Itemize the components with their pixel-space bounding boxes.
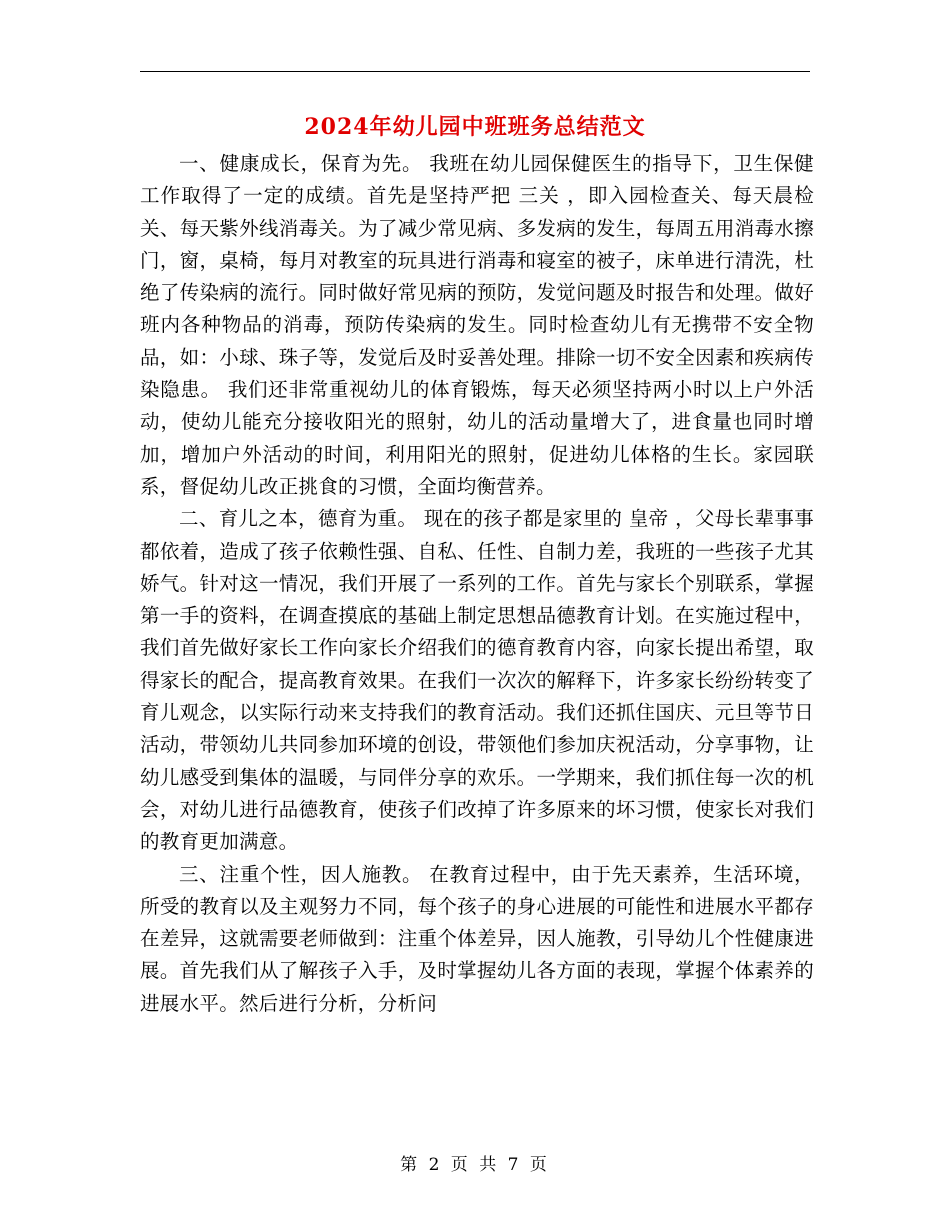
paragraph-health: 一、健康成长，保育为先。 我班在幼儿园保健医生的指导下，卫生保健工作取得了一定的成绩。首先是坚持严把 三关 ，即入园检查关、每天晨检关、每天紫外线消毒关。为了减少常见病、多发病的发生，每周五用消毒水擦门，窗，桌椅，每月对教室的玩具进行消毒和寝室的被子，床单进行清洗，杜绝了传染病的流行。同时做好常见病的预防，发觉问题及时报告和处理。做好班内各种物品的消毒，预防传染病的发生。同时检查幼儿有无携带不安全物品，如：小球、珠子等，发觉后及时妥善处理。排除一切不安全因素和疾病传染隐患。 我们还非常重视幼儿的体育锻炼，每天必须坚持两小时以上户外活动，使幼儿能充分接收阳光的照射，幼儿的活动量增大了，进食量也同时增加，增加户外活动的时间，利用阳光的照射，促进幼儿体格的生长。家园联系，督促幼儿改正挑食的习惯，全面均衡营养。 [140, 152, 814, 498]
document-title: 2024年幼儿园中班班务总结范文 [304, 114, 646, 140]
paragraph-individual-teaching: 三、注重个性，因人施教。 在教育过程中，由于先天素养，生活环境，所受的教育以及主观努力不同，每个孩子的身心进展的可能性和进展水平都存在差异，这就需要老师做到：注重个体差异，因人施教，引导幼儿个性健康进展。首先我们从了解孩子入手，及时掌握幼儿各方面的表现，掌握个体素养的进展水平。然后进行分析，分析问 [140, 862, 814, 1015]
paragraph-moral-education: 二、育儿之本，德育为重。 现在的孩子都是家里的 皇帝 ，父母长辈事事都依着，造成了孩子依赖性强、自私、任性、自制力差，我班的一些孩子尤其娇气。针对这一情况，我们开展了一系列的工作。首先与家长个别联系，掌握第一手的资料，在调查摸底的基础上制定思想品德教育计划。在实施过程中，我们首先做好家长工作向家长介绍我们的德育教育内容，向家长提出希望，取得家长的配合，提高教育效果。在我们一次次的解释下，许多家长纷纷转变了育儿观念，以实际行动来支持我们的教育活动。我们还抓住国庆、元旦等节日活动，带领幼儿共同参加环境的创设，带领他们参加庆祝活动，分享事物，让幼儿感受到集体的温暖，与同伴分享的欢乐。一学期来，我们抓住每一次的机会，对幼儿进行品德教育，使孩子们改掉了许多原来的坏习惯，使家长对我们的教育更加满意。 [140, 507, 814, 854]
header-rule [140, 71, 810, 72]
document-body [140, 148, 814, 1020]
page-number-footer: 第 2 页 共 7 页 [400, 1155, 550, 1175]
